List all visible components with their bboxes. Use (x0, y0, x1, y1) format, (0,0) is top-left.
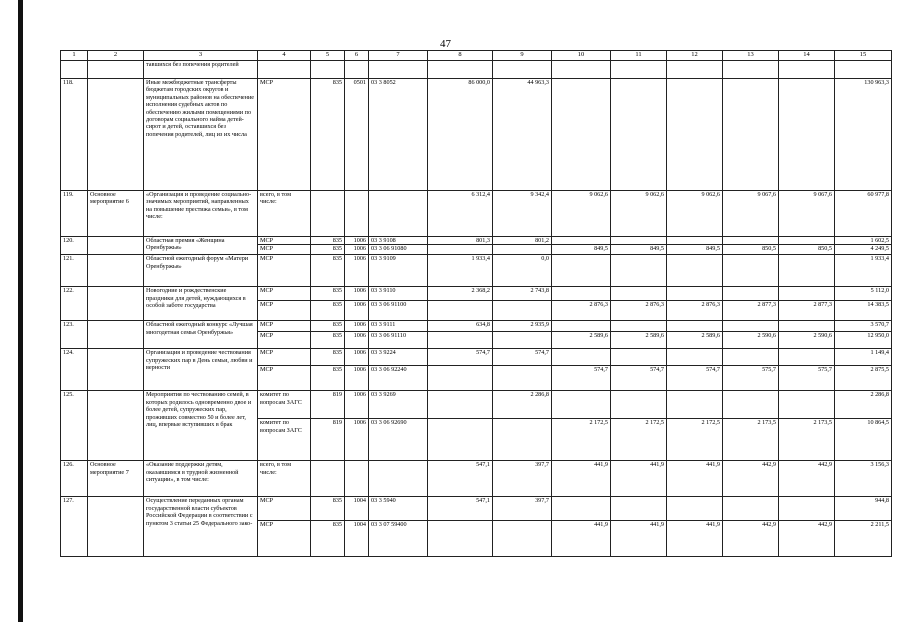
value-cell: МСР (258, 366, 311, 391)
value-cell (428, 521, 493, 557)
value-cell (779, 321, 835, 332)
value-cell: 575,7 (723, 366, 779, 391)
value-cell: 9 062,6 (611, 191, 667, 237)
value-cell: МСР (258, 332, 311, 349)
value-cell (667, 237, 723, 245)
row-number-cell: 124. (61, 349, 88, 391)
value-cell: 2 172,5 (667, 419, 723, 461)
value-cell (611, 391, 667, 419)
value-cell: 835 (311, 349, 345, 366)
value-cell (611, 237, 667, 245)
event-category-cell (88, 237, 144, 255)
value-cell: 0501 (345, 79, 369, 191)
event-category-cell (88, 349, 144, 391)
row-number-cell: 121. (61, 255, 88, 287)
value-cell: 849,5 (667, 245, 723, 255)
value-cell: 1006 (345, 349, 369, 366)
table-row (61, 255, 892, 287)
value-cell: 03 3 9111 (369, 321, 428, 332)
value-cell (428, 332, 493, 349)
value-cell: 835 (311, 321, 345, 332)
value-cell: 10 864,5 (835, 419, 892, 461)
row-number-cell: 126. (61, 461, 88, 497)
value-cell (723, 79, 779, 191)
value-cell (611, 79, 667, 191)
value-cell: 835 (311, 497, 345, 521)
value-cell: 442,9 (779, 521, 835, 557)
value-cell: 1006 (345, 245, 369, 255)
value-cell: 801,3 (428, 237, 493, 245)
value-cell (667, 255, 723, 287)
value-cell (552, 497, 611, 521)
value-cell: 2 589,6 (611, 332, 667, 349)
value-cell (493, 301, 552, 321)
value-cell (667, 497, 723, 521)
value-cell: 441,9 (552, 521, 611, 557)
value-cell: 2 172,5 (552, 419, 611, 461)
row-number-cell (61, 61, 88, 79)
value-cell (779, 61, 835, 79)
value-cell: 1 149,4 (835, 349, 892, 366)
value-cell: 574,7 (667, 366, 723, 391)
column-header: 15 (835, 51, 892, 61)
value-cell (779, 237, 835, 245)
table-row (61, 237, 892, 245)
value-cell (493, 419, 552, 461)
value-cell: 574,7 (428, 349, 493, 366)
value-cell (723, 237, 779, 245)
event-name-cell: Осуществление переданных органам государственной власти субъектов Российской Федерации в соответствии с пунктом 3 статьи 25 Федерального зако- (144, 497, 258, 557)
value-cell (667, 349, 723, 366)
value-cell: 03 3 8052 (369, 79, 428, 191)
table-row (61, 461, 892, 497)
value-cell: 1006 (345, 237, 369, 245)
value-cell: 1 933,4 (835, 255, 892, 287)
value-cell: 2 589,6 (552, 332, 611, 349)
event-name-cell: «Оказание поддержки детям, оказавшимся в трудной жизненной ситуации», в том числе: (144, 461, 258, 497)
value-cell: 2 211,5 (835, 521, 892, 557)
value-cell: 2 877,3 (779, 301, 835, 321)
value-cell: 44 963,3 (493, 79, 552, 191)
value-cell: МСР (258, 237, 311, 245)
column-header: 11 (611, 51, 667, 61)
value-cell (779, 349, 835, 366)
value-cell: 2 173,5 (779, 419, 835, 461)
value-cell: 801,2 (493, 237, 552, 245)
value-cell: 397,7 (493, 461, 552, 497)
value-cell (611, 255, 667, 287)
value-cell: 6 312,4 (428, 191, 493, 237)
value-cell (369, 61, 428, 79)
value-cell: 130 963,3 (835, 79, 892, 191)
value-cell: МСР (258, 301, 311, 321)
value-cell (428, 245, 493, 255)
value-cell: 03 3 06 92690 (369, 419, 428, 461)
value-cell (311, 191, 345, 237)
value-cell: 849,5 (552, 245, 611, 255)
value-cell: МСР (258, 255, 311, 287)
value-cell: 835 (311, 287, 345, 301)
column-header: 13 (723, 51, 779, 61)
event-category-cell: Основное мероприятие 6 (88, 191, 144, 237)
value-cell: 2 876,3 (552, 301, 611, 321)
value-cell (258, 61, 311, 79)
value-cell: 12 950,0 (835, 332, 892, 349)
value-cell: 3 570,7 (835, 321, 892, 332)
row-number-cell: 127. (61, 497, 88, 557)
value-cell: 835 (311, 237, 345, 245)
value-cell: 60 977,8 (835, 191, 892, 237)
value-cell (493, 61, 552, 79)
event-category-cell (88, 61, 144, 79)
event-category-cell (88, 321, 144, 349)
value-cell (723, 255, 779, 287)
value-cell (667, 79, 723, 191)
value-cell: 2 368,2 (428, 287, 493, 301)
header-row (61, 51, 892, 61)
column-header: 8 (428, 51, 493, 61)
value-cell: 574,7 (552, 366, 611, 391)
value-cell (667, 287, 723, 301)
value-cell: 850,5 (779, 245, 835, 255)
value-cell: 1006 (345, 419, 369, 461)
value-cell: 03 3 9269 (369, 391, 428, 419)
value-cell: 575,7 (779, 366, 835, 391)
value-cell: 1004 (345, 521, 369, 557)
value-cell: 9 067,6 (723, 191, 779, 237)
value-cell (611, 321, 667, 332)
column-header: 10 (552, 51, 611, 61)
value-cell (667, 391, 723, 419)
value-cell: 3 156,3 (835, 461, 892, 497)
value-cell (835, 61, 892, 79)
value-cell (611, 61, 667, 79)
value-cell (428, 61, 493, 79)
event-name-cell: Новогодние и рождественские праздники для детей, нуждающихся в особой заботе государства (144, 287, 258, 321)
value-cell (311, 461, 345, 497)
value-cell: 2 876,3 (611, 301, 667, 321)
value-cell: 835 (311, 79, 345, 191)
value-cell: 835 (311, 332, 345, 349)
page-binding-line (18, 0, 23, 622)
value-cell (311, 61, 345, 79)
value-cell: 1 933,4 (428, 255, 493, 287)
value-cell: всего, в том числе: (258, 461, 311, 497)
event-name-cell: Областной ежегодный конкурс «Лучшая многодетная семья Оренбуржья» (144, 321, 258, 349)
event-name-cell: Мероприятия по чествованию семей, в которых родилось одновременно двое и более детей, супружеских пар, проживших совместно 50 и более лет, лиц, впервые вступивших в брак (144, 391, 258, 461)
column-header: 4 (258, 51, 311, 61)
value-cell: 2 875,5 (835, 366, 892, 391)
value-cell: МСР (258, 321, 311, 332)
event-name-cell: Областной ежегодный форум «Матери Оренбуржья» (144, 255, 258, 287)
value-cell: 2 877,3 (723, 301, 779, 321)
value-cell: 441,9 (667, 461, 723, 497)
value-cell: 2 172,5 (611, 419, 667, 461)
event-name-cell: «Организация и проведение социально-значимых мероприятий, направленных на повышение престижа семьи», в том числе: (144, 191, 258, 237)
value-cell (345, 191, 369, 237)
value-cell (493, 332, 552, 349)
value-cell: МСР (258, 349, 311, 366)
value-cell: 9 062,6 (552, 191, 611, 237)
value-cell: МСР (258, 521, 311, 557)
value-cell: 1 602,5 (835, 237, 892, 245)
table-row (61, 349, 892, 366)
value-cell: 2 590,6 (779, 332, 835, 349)
value-cell: 441,9 (552, 461, 611, 497)
value-cell (552, 287, 611, 301)
value-cell (779, 255, 835, 287)
value-cell (345, 461, 369, 497)
value-cell: 14 383,5 (835, 301, 892, 321)
event-name-cell: тавшихся без попечения родителей (144, 61, 258, 79)
value-cell (723, 349, 779, 366)
value-cell: 547,1 (428, 497, 493, 521)
value-cell: 441,9 (667, 521, 723, 557)
value-cell: комитет по вопросам ЗАГС (258, 391, 311, 419)
value-cell: 1006 (345, 321, 369, 332)
value-cell: 2 286,8 (493, 391, 552, 419)
value-cell (779, 79, 835, 191)
value-cell: 9 342,4 (493, 191, 552, 237)
value-cell: 547,1 (428, 461, 493, 497)
value-cell (611, 287, 667, 301)
value-cell (428, 419, 493, 461)
column-header: 7 (369, 51, 428, 61)
value-cell (552, 391, 611, 419)
value-cell (428, 366, 493, 391)
table-row (61, 191, 892, 237)
value-cell: МСР (258, 497, 311, 521)
value-cell: 574,7 (493, 349, 552, 366)
value-cell (723, 287, 779, 301)
event-category-cell (88, 255, 144, 287)
value-cell: 9 067,6 (779, 191, 835, 237)
event-category-cell (88, 79, 144, 191)
value-cell (723, 61, 779, 79)
value-cell (345, 61, 369, 79)
value-cell: 441,9 (611, 521, 667, 557)
value-cell: 5 112,0 (835, 287, 892, 301)
value-cell: 0,0 (493, 255, 552, 287)
value-cell (369, 461, 428, 497)
row-number-cell: 119. (61, 191, 88, 237)
value-cell: комитет по вопросам ЗАГС (258, 419, 311, 461)
value-cell (552, 255, 611, 287)
value-cell: 2 743,8 (493, 287, 552, 301)
value-cell: 2 935,9 (493, 321, 552, 332)
row-number-cell: 122. (61, 287, 88, 321)
value-cell (428, 301, 493, 321)
value-cell (779, 497, 835, 521)
value-cell: 819 (311, 391, 345, 419)
table-row (61, 61, 892, 79)
event-category-cell: Основное мероприятие 7 (88, 461, 144, 497)
value-cell: 03 3 9108 (369, 237, 428, 245)
value-cell: 9 062,6 (667, 191, 723, 237)
value-cell (611, 349, 667, 366)
value-cell: 835 (311, 521, 345, 557)
value-cell (552, 61, 611, 79)
value-cell: 1006 (345, 366, 369, 391)
value-cell: 850,5 (723, 245, 779, 255)
value-cell (667, 321, 723, 332)
column-header: 3 (144, 51, 258, 61)
value-cell: 86 000,0 (428, 79, 493, 191)
value-cell: 1006 (345, 391, 369, 419)
value-cell: 634,8 (428, 321, 493, 332)
value-cell (723, 321, 779, 332)
value-cell (611, 497, 667, 521)
value-cell: 03 3 06 91110 (369, 332, 428, 349)
value-cell: 835 (311, 366, 345, 391)
value-cell: 442,9 (723, 461, 779, 497)
value-cell (552, 79, 611, 191)
value-cell: 819 (311, 419, 345, 461)
value-cell: 03 3 9110 (369, 287, 428, 301)
column-header: 9 (493, 51, 552, 61)
value-cell: 441,9 (611, 461, 667, 497)
value-cell: 442,9 (723, 521, 779, 557)
value-cell (493, 366, 552, 391)
value-cell: 574,7 (611, 366, 667, 391)
value-cell (723, 497, 779, 521)
column-header: 12 (667, 51, 723, 61)
column-header: 5 (311, 51, 345, 61)
value-cell: 03 3 07 59400 (369, 521, 428, 557)
event-name-cell: Областная премия «Женщина Оренбуржья» (144, 237, 258, 255)
value-cell: 397,7 (493, 497, 552, 521)
value-cell (552, 349, 611, 366)
value-cell (779, 391, 835, 419)
row-number-cell: 118. (61, 79, 88, 191)
value-cell (493, 245, 552, 255)
page-number: 47 (440, 38, 451, 50)
value-cell: 849,5 (611, 245, 667, 255)
value-cell: 2 590,6 (723, 332, 779, 349)
value-cell: 03 3 9109 (369, 255, 428, 287)
column-header: 2 (88, 51, 144, 61)
value-cell: МСР (258, 245, 311, 255)
value-cell (369, 191, 428, 237)
value-cell: 1006 (345, 255, 369, 287)
budget-table (60, 50, 892, 557)
value-cell: 1004 (345, 497, 369, 521)
row-number-cell: 120. (61, 237, 88, 255)
event-name-cell: Иные межбюджетные трансферты бюджетам городских округов и муниципальных районов на обеспечение исполнения судебных актов по обеспечению жилыми помещениями по договорам социального найма детей-сирот и детей, оставшихся без попечения родителей, лиц из их числа (144, 79, 258, 191)
value-cell: 2 876,3 (667, 301, 723, 321)
table-row (61, 321, 892, 332)
value-cell: 835 (311, 245, 345, 255)
value-cell: всего, в том числе: (258, 191, 311, 237)
value-cell: 4 249,5 (835, 245, 892, 255)
value-cell (493, 521, 552, 557)
table-row (61, 391, 892, 419)
value-cell (552, 321, 611, 332)
value-cell: 944,8 (835, 497, 892, 521)
value-cell: 03 3 5940 (369, 497, 428, 521)
row-number-cell: 123. (61, 321, 88, 349)
event-name-cell: Организация и проведение чествования супружеских пар в День семьи, любви и верности (144, 349, 258, 391)
value-cell (723, 391, 779, 419)
event-category-cell (88, 391, 144, 461)
value-cell: 2 286,8 (835, 391, 892, 419)
value-cell: 1006 (345, 287, 369, 301)
value-cell: 835 (311, 255, 345, 287)
table-row (61, 497, 892, 521)
value-cell (552, 237, 611, 245)
event-category-cell (88, 287, 144, 321)
value-cell: 1006 (345, 301, 369, 321)
value-cell (428, 391, 493, 419)
value-cell: 03 3 9224 (369, 349, 428, 366)
event-category-cell (88, 497, 144, 557)
value-cell: 2 589,6 (667, 332, 723, 349)
value-cell: 03 3 06 92240 (369, 366, 428, 391)
column-header: 14 (779, 51, 835, 61)
column-header: 1 (61, 51, 88, 61)
value-cell: 442,9 (779, 461, 835, 497)
value-cell: 1006 (345, 332, 369, 349)
value-cell (779, 287, 835, 301)
value-cell: МСР (258, 79, 311, 191)
table-row (61, 287, 892, 301)
table-row (61, 79, 892, 191)
row-number-cell: 125. (61, 391, 88, 461)
value-cell (667, 61, 723, 79)
value-cell: 03 3 06 91080 (369, 245, 428, 255)
value-cell: МСР (258, 287, 311, 301)
column-header: 6 (345, 51, 369, 61)
value-cell: 2 173,5 (723, 419, 779, 461)
value-cell: 835 (311, 301, 345, 321)
value-cell: 03 3 06 91100 (369, 301, 428, 321)
